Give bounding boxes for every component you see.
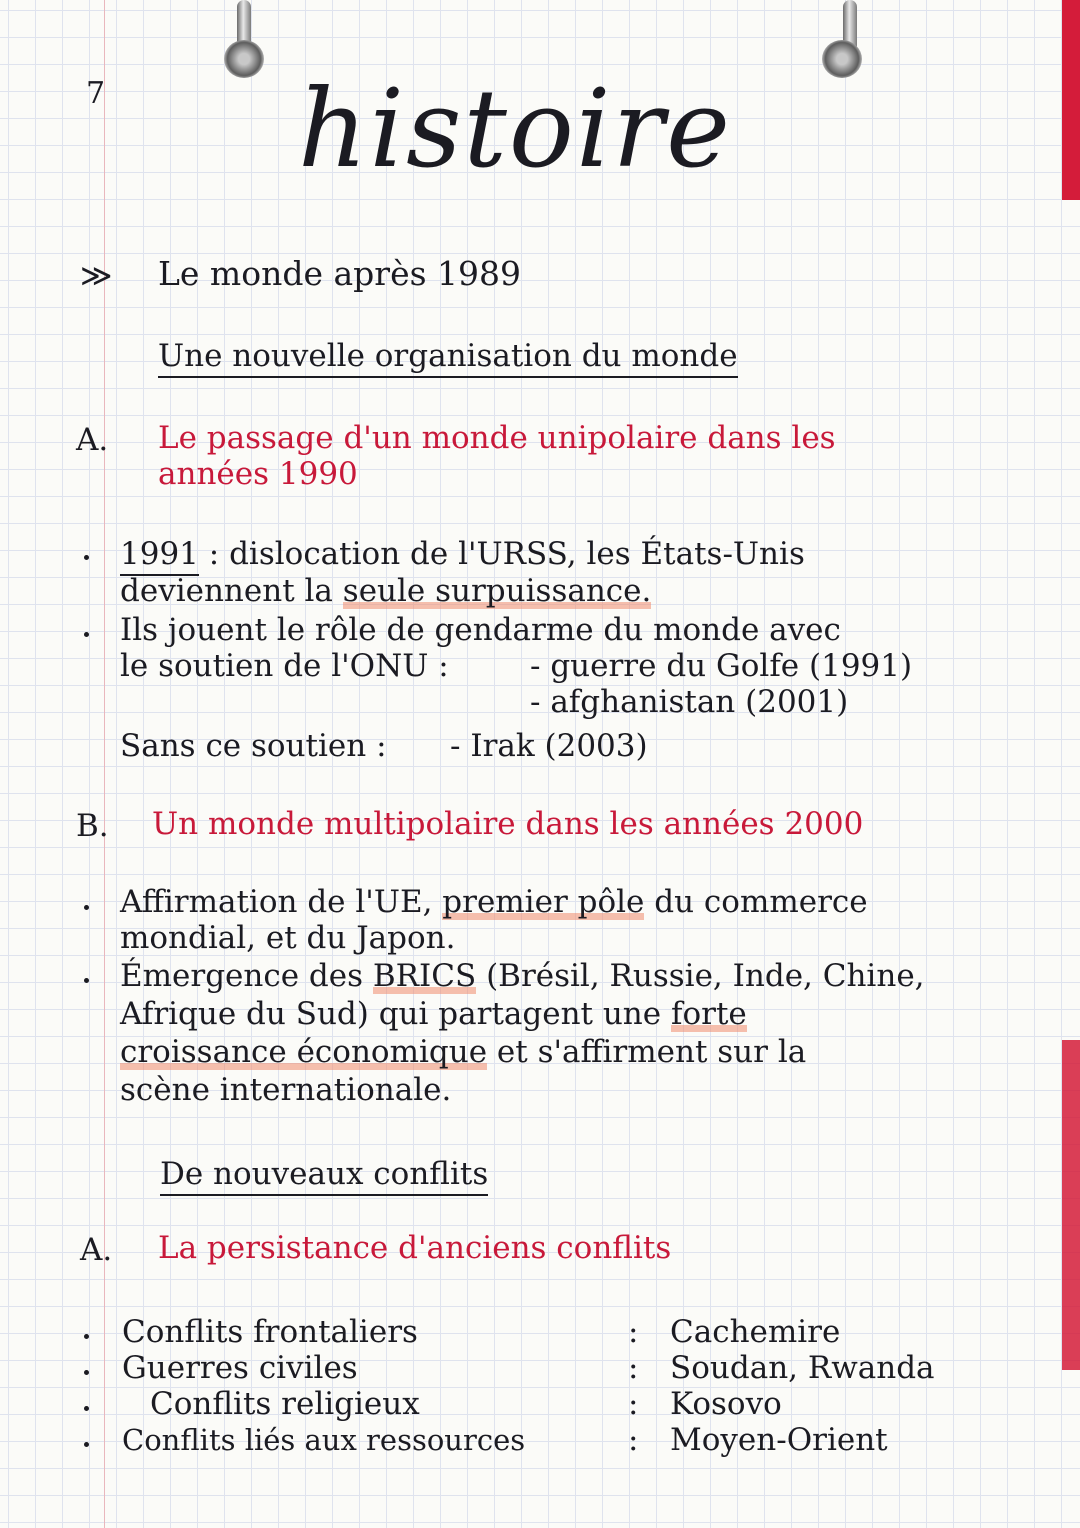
p2-line1: Ils jouent le rôle de gendarme du monde avec [120,612,841,648]
p1-sep: : [208,536,220,572]
bullet [84,978,89,983]
b-p2-a: Émergence des [120,958,364,994]
chapter-title: Le monde après 1989 [158,254,521,293]
section1-heading: Une nouvelle organisation du monde [158,338,738,378]
conflict-type: Conflits liés aux ressources [122,1423,526,1457]
red-tab-top [1062,0,1080,200]
chapter-arrow: ≫ [80,258,113,294]
p1-highlight: seule surpuissance. [342,573,652,609]
binder-hole-right [822,40,862,78]
conflict-places: Moyen-Orient [670,1422,888,1458]
bullet [84,905,89,910]
b-p1-line1 [120,884,868,920]
no-support-label: Sans ce soutien : [120,728,387,764]
p1-text: dislocation de l'URSS, les États-Unis [229,536,805,572]
b-p1-a: Affirmation de l'UE, [120,884,433,920]
b-p2-line2-highlight: forte [670,996,747,1032]
conflict-sep: : [628,1422,639,1458]
binder-hole-left [224,40,264,78]
part-b-letter: B. [76,808,109,844]
page-number: 7 [86,76,106,111]
conflict-sep: : [628,1350,639,1386]
bullet [84,1442,89,1447]
p1-line2 [120,573,651,609]
bullet [84,632,89,637]
bullet [84,1370,89,1375]
part-a-title-line2: années 1990 [158,456,358,492]
p1-year: 1991 [120,536,199,576]
b-p1-highlight: premier pôle [442,884,645,920]
p2-line2: le soutien de l'ONU : [120,648,449,684]
bullet [84,1334,89,1339]
conflict-places: Kosovo [670,1386,782,1422]
conflict-sep: : [628,1314,639,1350]
b-p2-highlight: BRICS [372,958,477,994]
b-p2-line2 [120,996,747,1032]
b-p2-line3-b: et s'affirment sur la [496,1034,807,1070]
page-title: histoire [298,67,733,192]
conflict-places: Cachemire [670,1314,841,1350]
conflict-type: Conflits frontaliers [122,1314,418,1350]
war-item-golfe: - guerre du Golfe (1991) [530,648,913,684]
conflict-sep: : [628,1386,639,1422]
b-p2-line1 [120,958,925,994]
b-p2-b: (Brésil, Russie, Inde, Chine, [486,958,925,994]
p1-line2-text: deviennent la [120,573,333,609]
conflict-type: Guerres civiles [122,1350,358,1386]
b-p2-line3-highlight: croissance économique [120,1034,488,1070]
part-b-title: Un monde multipolaire dans les années 2000 [152,806,864,842]
b-p2-line2-a: Afrique du Sud) qui partagent une [120,996,662,1032]
conflict-type: Conflits religieux [150,1386,420,1422]
section2-heading: De nouveaux conflits [160,1156,488,1196]
section2-part-a-title: La persistance d'anciens conflits [158,1230,672,1266]
bullet [84,1406,89,1411]
part-a-title-line1: Le passage d'un monde unipolaire dans les [158,420,836,456]
war-item-irak: - Irak (2003) [450,728,648,764]
b-p1-b: du commerce [654,884,868,920]
b-p2-line3 [120,1034,806,1070]
red-tab-bottom [1062,1040,1080,1370]
part-a-letter: A. [76,422,109,458]
p1-line1 [120,536,805,572]
war-item-afghanistan: - afghanistan (2001) [530,684,849,720]
section2-part-a-letter: A. [80,1232,113,1268]
b-p2-line4: scène internationale. [120,1072,452,1108]
b-p1-line2: mondial, et du Japon. [120,920,456,956]
conflict-places: Soudan, Rwanda [670,1350,935,1386]
bullet [84,555,89,560]
margin-line [104,0,105,1528]
